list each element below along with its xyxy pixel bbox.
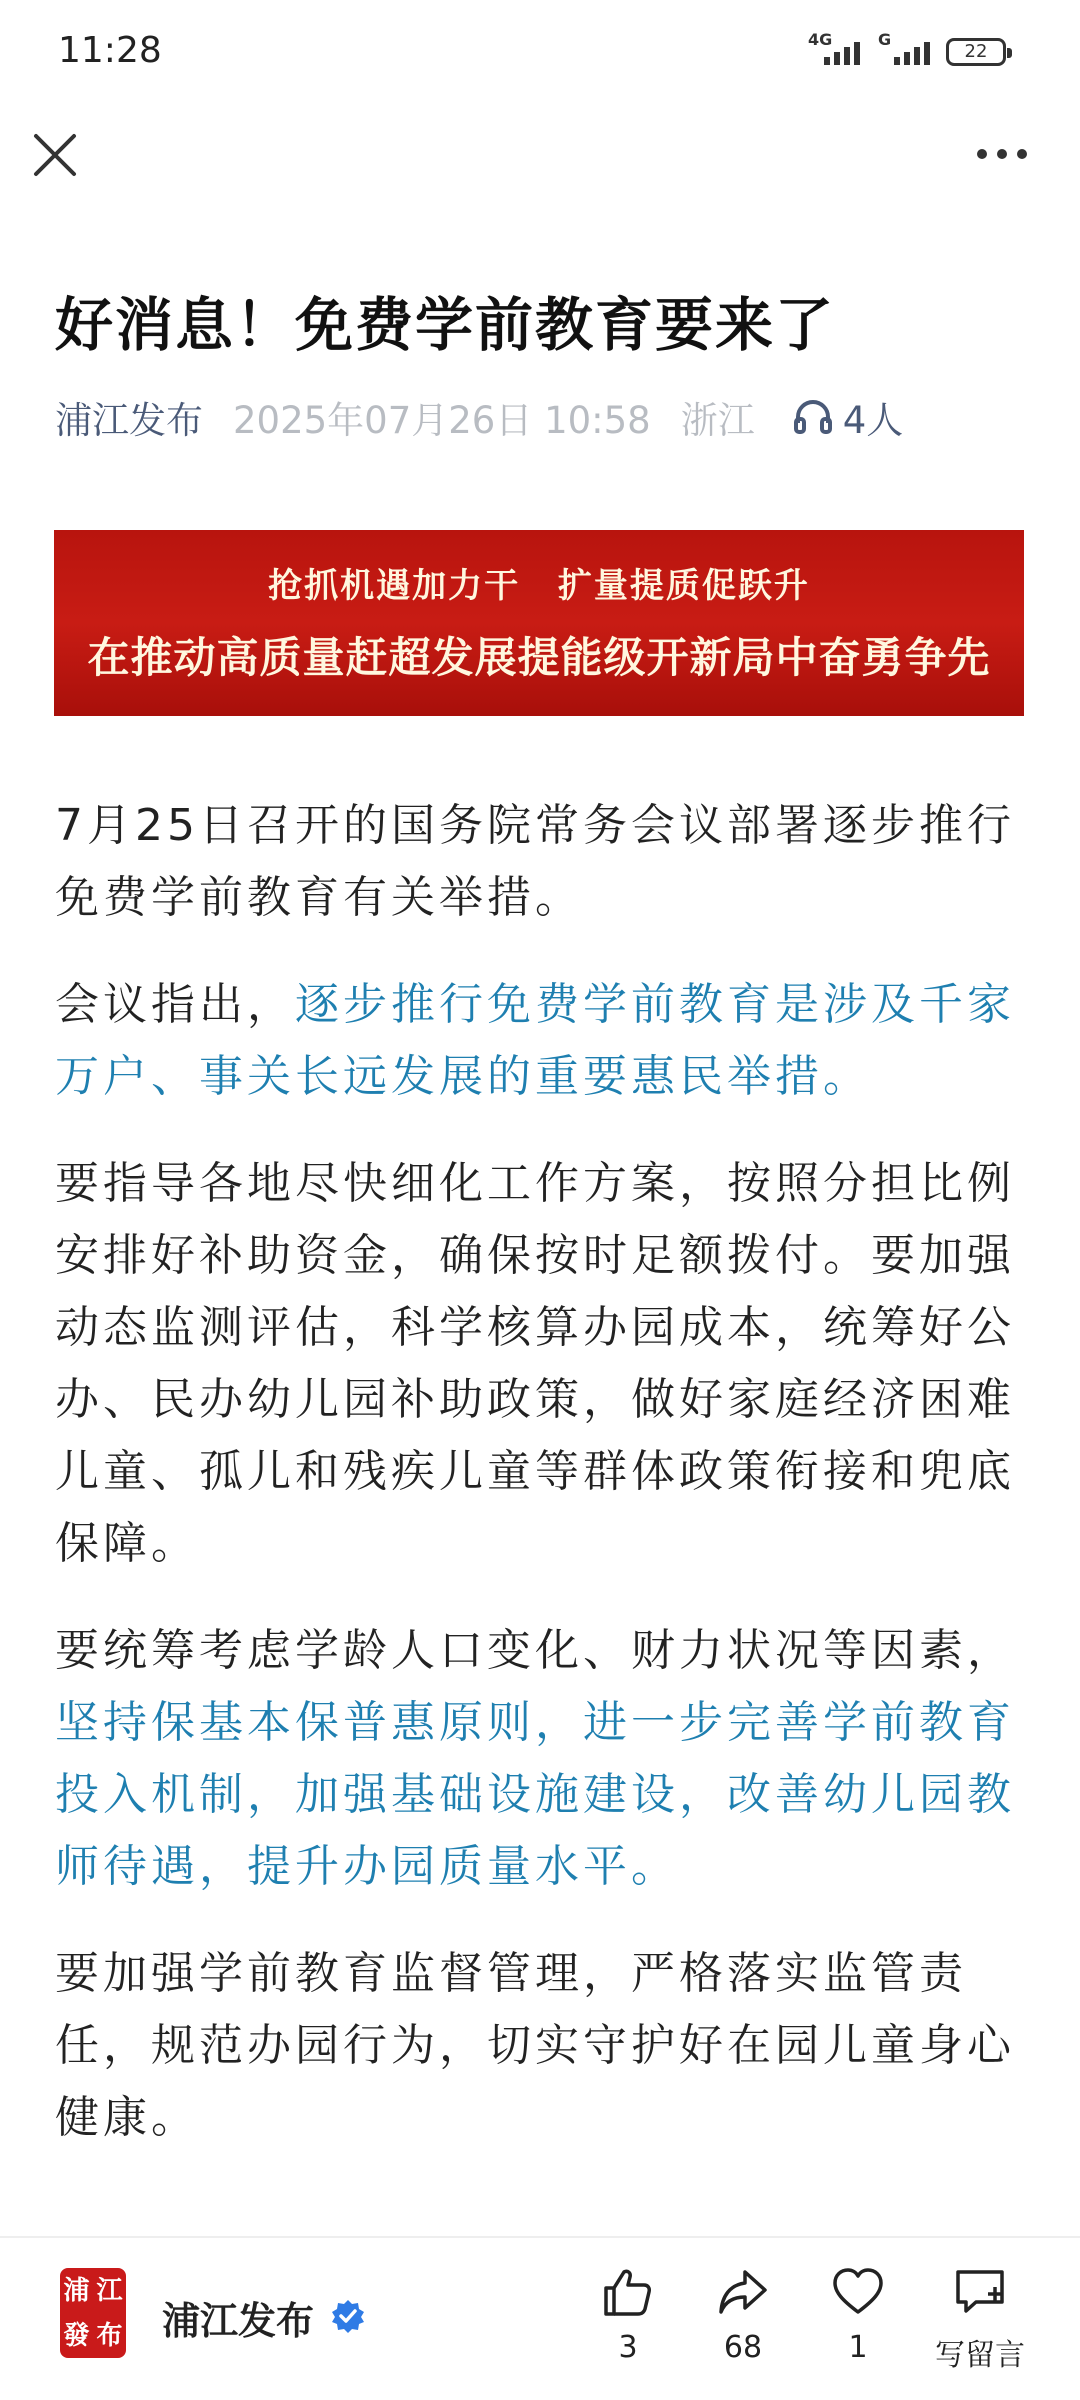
favorite-button[interactable] (808, 2264, 908, 2365)
comment-label: 写留言 (935, 2338, 1025, 2373)
banner-line-2: 在推动高质量赶超发展提能级开新局中奋勇争先 (87, 633, 991, 682)
headphones-icon (793, 399, 833, 435)
close-button[interactable] (28, 128, 82, 182)
like-count: 3 (618, 2330, 638, 2365)
article-title: 好消息！免费学前教育要来了 (55, 291, 836, 359)
share-icon (715, 2264, 771, 2320)
top-nav (0, 110, 1080, 190)
paragraph: 要指导各地尽快细化工作方案，按照分担比例安排好补助资金，确保按时足额拨付。要加强动态监测评估，科学核算办园成本，统筹好公办、民办幼儿园补助政策，做好家庭经济困难儿童、孤儿和残疾儿童等群体政策衔接和兜底保障。 (55, 1158, 1015, 1569)
bottom-bar (0, 2238, 1080, 2400)
battery-icon: 22 (946, 38, 1006, 66)
highlight-text: 坚持保基本保普惠原则，进一步完善学前教育投入机制，加强基础设施建设，改善幼儿园教师待遇，提升办园质量水平。 (55, 1697, 1015, 1892)
source-link[interactable]: 浦江发布 (55, 399, 203, 442)
close-icon (28, 128, 82, 182)
heart-icon (830, 2264, 886, 2320)
publish-date: 2025年07月26日 10:58 (233, 399, 651, 442)
paragraph: 要统筹考虑学龄人口变化、财力状况等因素，坚持保基本保普惠原则，进一步完善学前教育投入机制，加强基础设施建设，改善幼儿园教师待遇，提升办园质量水平。 (55, 1625, 1015, 1892)
paragraph: 7月25日召开的国务院常务会议部署逐步推行免费学前教育有关举措。 (55, 800, 1015, 923)
like-button[interactable] (578, 2264, 678, 2365)
more-icon (972, 134, 1032, 174)
paragraph: 要加强学前教育监督管理，严格落实监管责任，规范办园行为，切实守护好在园儿童身心健康。 (55, 1948, 1015, 2143)
status-bar: 11:28 4G G 22 (0, 0, 1080, 100)
banner-line-1: 抢抓机遇加力干 扩量提质促跃升 (268, 566, 810, 606)
listener-count: 4人 (842, 399, 904, 442)
article-meta (55, 390, 1045, 444)
highlight-text: 逐步推行免费学前教育是涉及千家万户、事关长远发展的重要惠民举措。 (55, 979, 1015, 1102)
paragraph: 会议指出，逐步推行免费学前教育是涉及千家万户、事关长远发展的重要惠民举措。 (55, 979, 1015, 1102)
favorite-count: 1 (848, 2330, 868, 2365)
publisher-name[interactable]: 浦江发布 (162, 2299, 315, 2343)
more-button[interactable] (972, 134, 1032, 174)
thumbs-up-icon (600, 2264, 656, 2320)
location: 浙江 (680, 399, 755, 442)
slogan-banner (54, 530, 1024, 716)
publisher-logo[interactable]: 浦 江 發 布 (60, 2268, 126, 2358)
share-count: 68 (723, 2330, 763, 2365)
article-body (55, 790, 1035, 2189)
comment-add-icon (952, 2264, 1008, 2320)
status-time: 11:28 (58, 30, 162, 71)
comment-button[interactable] (925, 2264, 1035, 2374)
verified-icon (330, 2298, 366, 2334)
share-button[interactable] (693, 2264, 793, 2365)
listen-button[interactable] (793, 390, 904, 444)
